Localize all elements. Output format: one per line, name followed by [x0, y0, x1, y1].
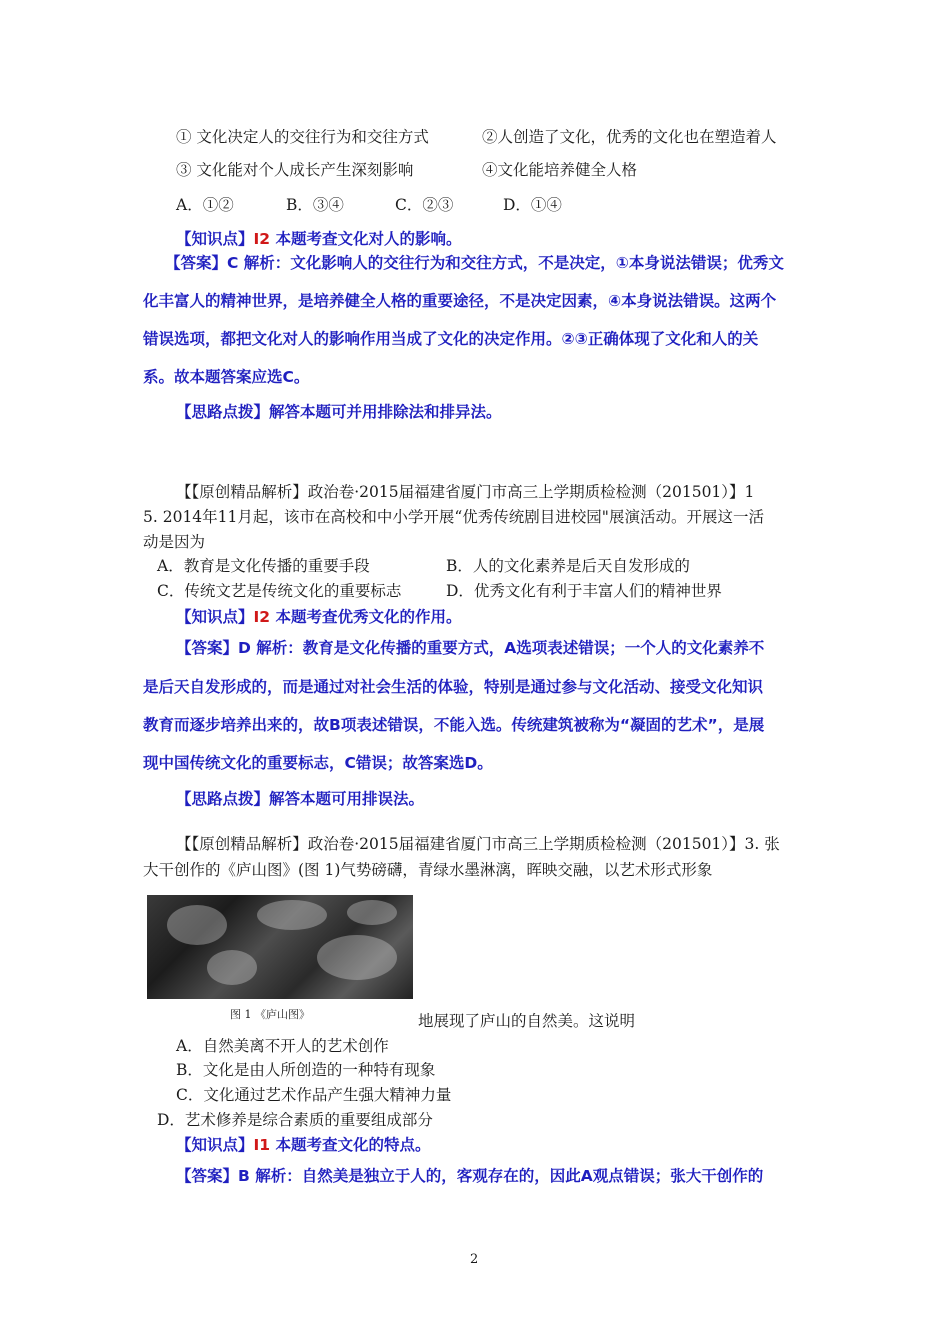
q3-choice-a: A．自然美离不开人的艺术创作 — [176, 1037, 389, 1055]
q3-stem-line-2: 大干创作的《庐山图》(图 1)气势磅礴，青绿水墨淋漓，晖映交融，以艺术形式形象 — [143, 861, 713, 879]
q1-option-4: ④文化能培养健全人格 — [482, 161, 638, 179]
page-number: 2 — [470, 1252, 479, 1267]
q1-knowledge-point — [176, 228, 461, 250]
lushan-painting-image — [147, 895, 413, 999]
q2-knowledge-point — [176, 606, 461, 628]
q1-answer-line-2: 化丰富人的精神世界，是培养健全人格的重要途径，不是决定因素，④本身说法错误。这两个 — [143, 292, 777, 310]
q1-choice-b: B．③④ — [286, 196, 344, 214]
q2-stem-line-2: 5. 2014年11月起，该市在高校和中小学开展“优秀传统剧目进校园"展演活动。开展这一活 — [143, 508, 764, 526]
q1-option-1: ① 文化决定人的交往行为和交往方式 — [176, 128, 429, 146]
q2-answer-line-4: 现中国传统文化的重要标志，C错误；故答案选D。 — [143, 754, 493, 772]
q3-choice-c: C．文化通过艺术作品产生强大精神力量 — [176, 1086, 452, 1104]
q1-choice-d: D．①④ — [503, 196, 562, 214]
kp-text: 本题考查优秀文化的作用。 — [270, 608, 462, 626]
q1-answer-line-3: 错误选项，都把文化对人的影响作用当成了文化的决定作用。②③正确体现了文化和人的关 — [143, 330, 759, 348]
q3-stem-line-1: 【【原创精品解析】政治卷·2015届福建省厦门市高三上学期质检检测（201501）】3. 张 — [176, 835, 780, 853]
kp-label: 【知识点】 — [176, 608, 254, 626]
kp-code: I2 — [253, 230, 271, 248]
q2-stem-line-3: 动是因为 — [143, 533, 206, 551]
q3-choice-b: B．文化是由人所创造的一种特有现象 — [176, 1061, 436, 1079]
q2-choice-a: A．教育是文化传播的重要手段 — [157, 557, 370, 575]
q3-knowledge-point — [176, 1134, 430, 1156]
q2-tip: 【思路点拨】解答本题可用排误法。 — [176, 790, 425, 808]
q3-choice-d: D．艺术修养是综合素质的重要组成部分 — [157, 1111, 433, 1129]
q1-choice-a: A．①② — [176, 196, 234, 214]
q2-answer-line-2: 是后天自发形成的，而是通过对社会生活的体验，特别是通过参与文化活动、接受文化知识 — [143, 678, 764, 696]
q1-option-3: ③ 文化能对个人成长产生深刻影响 — [176, 161, 414, 179]
figure-caption: 图 1 《庐山图》 — [230, 1008, 310, 1021]
kp-text: 本题考查文化对人的影响。 — [270, 230, 462, 248]
kp-label: 【知识点】 — [176, 230, 254, 248]
q2-choice-c: C．传统文艺是传统文化的重要标志 — [157, 582, 402, 600]
kp-text: 本题考查文化的特点。 — [270, 1136, 431, 1154]
kp-code: I2 — [253, 608, 271, 626]
q1-answer-line-4: 系。故本题答案应选C。 — [143, 368, 310, 386]
q3-answer-line-1: 【答案】B 解析：自然美是独立于人的，客观存在的，因此A观点错误；张大干创作的 — [176, 1167, 764, 1185]
q2-choice-b: B．人的文化素养是后天自发形成的 — [446, 557, 690, 575]
kp-label: 【知识点】 — [176, 1136, 254, 1154]
kp-code: I1 — [253, 1136, 271, 1154]
q2-answer-line-1: 【答案】D 解析：教育是文化传播的重要方式，A选项表述错误；一个人的文化素养不 — [176, 639, 765, 657]
q2-answer-line-3: 教育而逐步培养出来的，故B项表述错误，不能入选。传统建筑被称为“凝固的艺术”，是展 — [143, 716, 765, 734]
q1-choice-c: C．②③ — [395, 196, 454, 214]
q1-answer-line-1: 【答案】C 解析：文化影响人的交往行为和交往方式，不是决定，①本身说法错误；优秀文 — [165, 254, 784, 272]
q1-option-2: ②人创造了文化，优秀的文化也在塑造着人 — [482, 128, 777, 146]
q2-choice-d: D．优秀文化有利于丰富人们的精神世界 — [446, 582, 722, 600]
q3-stem-continued: 地展现了庐山的自然美。这说明 — [418, 1012, 636, 1030]
q1-tip: 【思路点拨】解答本题可并用排除法和排异法。 — [176, 403, 502, 421]
q2-stem-line-1: 【【原创精品解析】政治卷·2015届福建省厦门市高三上学期质检检测（201501）】1 — [176, 483, 755, 501]
